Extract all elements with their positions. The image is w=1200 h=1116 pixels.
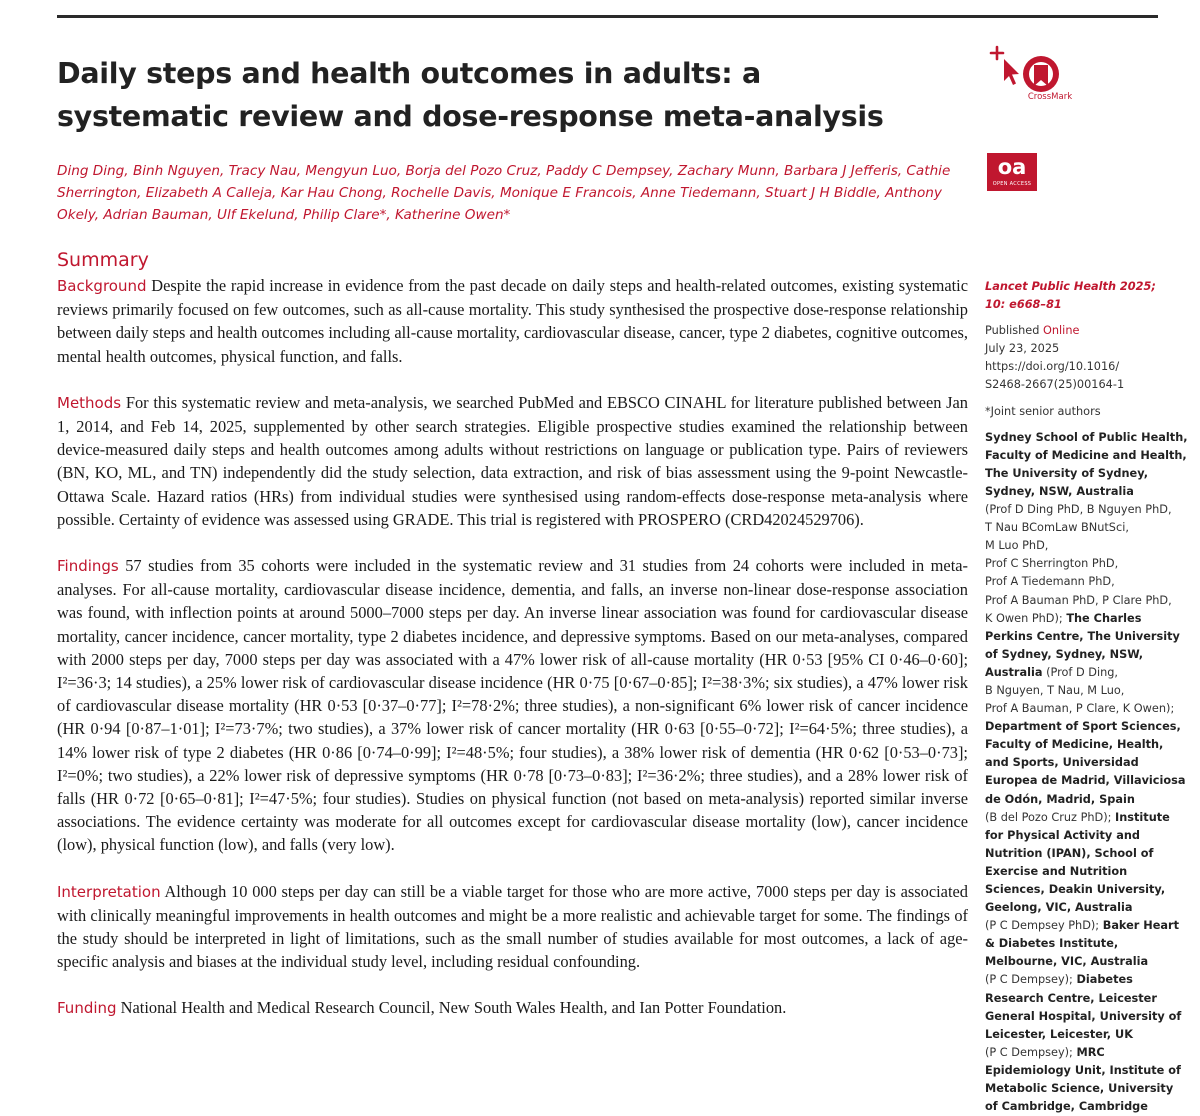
affiliation-authors: T Nau BComLaw BNutSci,	[985, 521, 1129, 535]
affiliation-institution: Perkins Centre, The University	[985, 629, 1180, 643]
affiliation-line	[985, 664, 1170, 682]
doi-line: https://doi.org/10.1016/	[985, 360, 1120, 374]
affiliation-line	[985, 447, 1187, 465]
article-sidebar	[985, 278, 1188, 1116]
affiliation-institution: Research Centre, Leicester	[985, 991, 1157, 1005]
affiliation-authors: (Prof D Ding PhD, B Nguyen PhD,	[985, 503, 1172, 517]
affiliation-line	[985, 1098, 1170, 1116]
summary-heading: Summary	[57, 249, 149, 271]
published-info	[985, 322, 1170, 340]
affiliation-institution: de Odón, Madrid, Spain	[985, 792, 1135, 806]
affiliation-institution: and Sports, Universidad	[985, 756, 1139, 770]
affiliation-authors: (Prof D Ding,	[1042, 665, 1119, 679]
affiliation-line	[985, 809, 1170, 827]
affiliation-line	[985, 610, 1170, 628]
affiliation-line	[985, 555, 1170, 573]
interpretation-paragraph	[57, 880, 968, 974]
affiliation-institution: Melbourne, VIC, Australia	[985, 955, 1149, 969]
affiliation-institution: Epidemiology Unit, Institute of	[985, 1063, 1181, 1077]
affiliation-line	[985, 429, 1188, 447]
methods-text: For this systematic review and meta-analysis, we searched PubMed and EBSCO CINAHL for literature published between Jan 1, 2014, and Feb 14, 2025, supplemented by other search strategies. Eligible prospective studies examined the relationship between device-measured daily steps and health outcomes among adults without restrictions on language or publication type. Pairs of reviewers (BN, KO, ML, and TN) independently did the study selection, data extraction, and risk of bias assessment using the 9-point Newcastle-Ottawa Scale. Hazard ratios (HRs) from individual studies were synthesised using random-effects dose-response meta-analysis where possible. Certainty of evidence was assessed using GRADE. This trial is registered with PROSPERO (CRD42024529706).	[57, 392, 968, 529]
affiliation-institution: Institute	[1115, 810, 1170, 824]
affiliation-institution: Sydney School of Public Health,	[985, 430, 1188, 444]
background-paragraph	[57, 274, 968, 368]
affiliation-institution: Australia	[985, 665, 1043, 679]
affiliation-institution: of Sydney, Sydney, NSW,	[985, 647, 1144, 661]
affiliation-line	[985, 1062, 1181, 1080]
affiliation-authors: (P C Dempsey);	[985, 973, 1077, 987]
affiliation-institution: Leicester, Leicester, UK	[985, 1027, 1133, 1041]
affiliation-institution: & Diabetes Institute,	[985, 937, 1119, 951]
affiliation-institution: Geelong, VIC, Australia	[985, 901, 1133, 915]
affiliation-authors: (P C Dempsey PhD);	[985, 919, 1103, 933]
affiliation-institution: General Hospital, University of	[985, 1009, 1182, 1023]
oa-text: oa	[997, 155, 1027, 179]
affiliation-line	[985, 628, 1180, 646]
affiliation-institution: Sciences, Deakin University,	[985, 883, 1166, 896]
doi-line: S2468-2667(25)00164-1	[985, 378, 1125, 392]
affiliation-authors: (P C Dempsey);	[985, 1045, 1077, 1059]
affiliation-line	[985, 700, 1175, 718]
affiliation-institution: Department of Sport Sciences,	[985, 720, 1181, 734]
affiliation-line	[985, 465, 1170, 483]
affiliation-authors: M Luo PhD,	[985, 539, 1049, 553]
interpretation-text: Although 10 000 steps per day can still be a viable target for those who are more active, 7000 steps per day is associated with clinically meaningful improvements in health outcomes and might be a more realistic and achievable target for some. The findings of the study should be interpreted in light of limitations, such as the small number of studies available for most outcomes, a lack of age-specific analysis and biases at the individual study level, including residual confounding.	[57, 881, 968, 972]
affiliation-institution: Sydney, NSW, Australia	[985, 484, 1134, 498]
affiliation-line	[985, 971, 1170, 989]
affiliation-institution: of Cambridge, Cambridge	[985, 1100, 1148, 1114]
affiliation-institution: The Charles	[1066, 611, 1142, 625]
affiliation-authors: Prof A Bauman, P Clare, K Owen);	[985, 702, 1175, 716]
affiliation-line	[985, 791, 1170, 809]
affiliation-line	[985, 754, 1170, 772]
affiliation-line	[985, 537, 1170, 555]
affiliation-line	[985, 917, 1180, 935]
affiliation-institution: Diabetes	[1076, 973, 1133, 987]
affiliation-institution: Exercise and Nutrition	[985, 864, 1128, 878]
top-rule	[57, 15, 1158, 18]
affiliation-line	[985, 682, 1170, 700]
crossmark-label: CrossMark	[1027, 92, 1073, 102]
author-list: Ding Ding, Binh Nguyen, Tracy Nau, Mengyun Luo, Borja del Pozo Cruz, Paddy C Dempsey, Zachary Munn, Barbara J Jefferis, Cathie Sherrington, Elizabeth A Calleja, Kar Hau Chong, Rochelle Davis, Monique E Francois, Anne Tiedemann, Stuart J H Biddle, Anthony Okely, Adrian Bauman, Ulf Ekelund, Philip Clare*, Katherine Owen*	[57, 163, 951, 223]
affiliation-institution: Faculty of Medicine and Health,	[985, 448, 1187, 462]
methods-paragraph	[57, 391, 968, 531]
affiliation-line	[985, 592, 1170, 610]
affiliation-line	[985, 501, 1170, 519]
affiliation-authors: Prof A Tiedemann PhD,	[985, 575, 1115, 589]
affiliation-line	[985, 736, 1170, 754]
affiliation-line	[985, 1044, 1170, 1062]
findings-label: Findings	[57, 557, 119, 576]
affiliation-authors: Prof A Bauman PhD, P Clare PhD,	[985, 593, 1172, 607]
funding-text: National Health and Medical Research Council, New South Wales Health, and Ian Potter Foundation.	[120, 998, 787, 1018]
joint-authors-note: *Joint senior authors	[985, 404, 1101, 418]
published-online-link[interactable]: Online	[1042, 324, 1080, 338]
affiliation-line	[985, 953, 1170, 971]
affiliation-line	[985, 573, 1170, 591]
affiliation-line	[985, 718, 1181, 736]
affiliation-line	[985, 772, 1186, 790]
doi-link[interactable]	[985, 358, 1170, 394]
affiliation-line	[985, 1026, 1170, 1044]
interpretation-label: Interpretation	[57, 882, 161, 901]
summary-body	[57, 274, 968, 1021]
affiliation-authors: B Nguyen, T Nau, M Luo,	[985, 683, 1125, 697]
affiliation-line	[985, 899, 1170, 917]
open-access-badge	[987, 153, 1037, 191]
affiliation-line	[985, 519, 1170, 537]
citation-line: Lancet Public Health 2025;	[985, 280, 1156, 293]
affiliation-institution: Faculty of Medicine, Health,	[985, 738, 1164, 752]
methods-label: Methods	[57, 393, 122, 412]
affiliation-institution: Metabolic Science, University	[985, 1082, 1174, 1096]
affiliation-institution: Europea de Madrid, Villaviciosa	[985, 774, 1186, 788]
affiliation-line	[985, 990, 1170, 1008]
affiliation-line	[985, 827, 1170, 845]
affiliation-authors: K Owen PhD);	[985, 611, 1067, 625]
funding-paragraph	[57, 996, 968, 1020]
background-text: Despite the rapid increase in evidence from the past decade on daily steps and health-related outcomes, existing systematic reviews primarily focused on few outcomes, such as all-cause mortality. This study synthesised the prospective dose-response relationship between daily steps and health outcomes including all-cause mortality, cardiovascular disease, cancer, type 2 diabetes, cognitive outcomes, mental health outcomes, physical function, and falls.	[57, 276, 968, 366]
affiliation-line	[985, 1080, 1174, 1098]
affiliation-line	[985, 881, 1170, 899]
affiliation-institution: Baker Heart	[1102, 919, 1180, 933]
affiliation-line	[985, 935, 1170, 953]
background-label: Background	[57, 277, 147, 295]
affiliation-line	[985, 845, 1170, 863]
affiliation-institution: The University of Sydney,	[985, 466, 1148, 480]
affiliation-institution: MRC	[1076, 1045, 1105, 1059]
author-affiliations	[985, 429, 1188, 1116]
funding-label: Funding	[57, 999, 117, 1018]
affiliation-line	[985, 483, 1170, 501]
published-prefix: Published	[985, 324, 1040, 338]
article-title: Daily steps and health outcomes in adults: a systematic review and dose-response meta-analysis	[57, 57, 884, 133]
citation-line: 10: e668–81	[985, 298, 1062, 312]
affiliation-line	[985, 863, 1170, 881]
affiliation-line	[985, 646, 1170, 664]
affiliation-institution: Nutrition (IPAN), School of	[985, 846, 1154, 860]
findings-text: 57 studies from 35 cohorts were included in the systematic review and 31 studies from 24 cohorts were included in meta-analyses. For all-cause mortality, cardiovascular disease incidence, dementia, and falls, an inverse non-linear dose-response association was found, with inflection points at around 5000–7000 steps per day. An inverse linear association was found for cardiovascular disease mortality, cancer incidence, cancer mortality, type 2 diabetes incidence, and depressive symptoms. Based on our meta-analyses, compared with 2000 steps per day, 7000 steps per day was associated with a 47% lower risk of all-cause mortality (HR 0·53 [95% CI 0·46–0·60]; I²=36·3; 14 studies), a 25% lower risk of cardiovascular disease incidence (HR 0·75 [0·67–0·85]; I²=38·3%; six studies), a 47% lower risk of cardiovascular disease mortality (HR 0·53 [0·37–0·77]; I²=78·2%; three studies), a non-significant 6% lower risk of cancer incidence (HR 0·94 [0·87–1·01]; I²=73·7%; two studies), a 37% lower risk of cancer mortality (HR 0·63 [0·55–0·72]; I²=64·5%; three studies), a 14% lower risk of type 2 diabetes (HR 0·86 [0·74–0·99]; I²=48·5%; four studies), a 38% lower risk of dementia (HR 0·62 [0·53–0·73]; I²=0%; two studies), a 22% lower risk of depressive symptoms (HR 0·78 [0·73–0·83]; I²=36·2%; three studies), and a 28% lower risk of falls (HR 0·72 [0·65–0·81]; I²=47·5%; four studies). Studies on physical function (not based on meta-analysis) reported similar inverse associations. The evidence certainty was moderate for all outcomes except for cardiovascular disease mortality (low), cancer incidence (low), physical function (low), and falls (very low).	[57, 556, 968, 855]
findings-paragraph	[57, 554, 968, 857]
affiliation-authors: (B del Pozo Cruz PhD);	[985, 810, 1116, 824]
affiliation-line	[985, 1008, 1182, 1026]
publication-date: July 23, 2025	[985, 342, 1060, 356]
journal-citation[interactable]	[985, 278, 1170, 314]
affiliation-authors: Prof C Sherrington PhD,	[985, 557, 1119, 571]
oa-subtext: OPEN ACCESS	[992, 181, 1032, 187]
affiliation-institution: for Physical Activity and	[985, 828, 1140, 842]
